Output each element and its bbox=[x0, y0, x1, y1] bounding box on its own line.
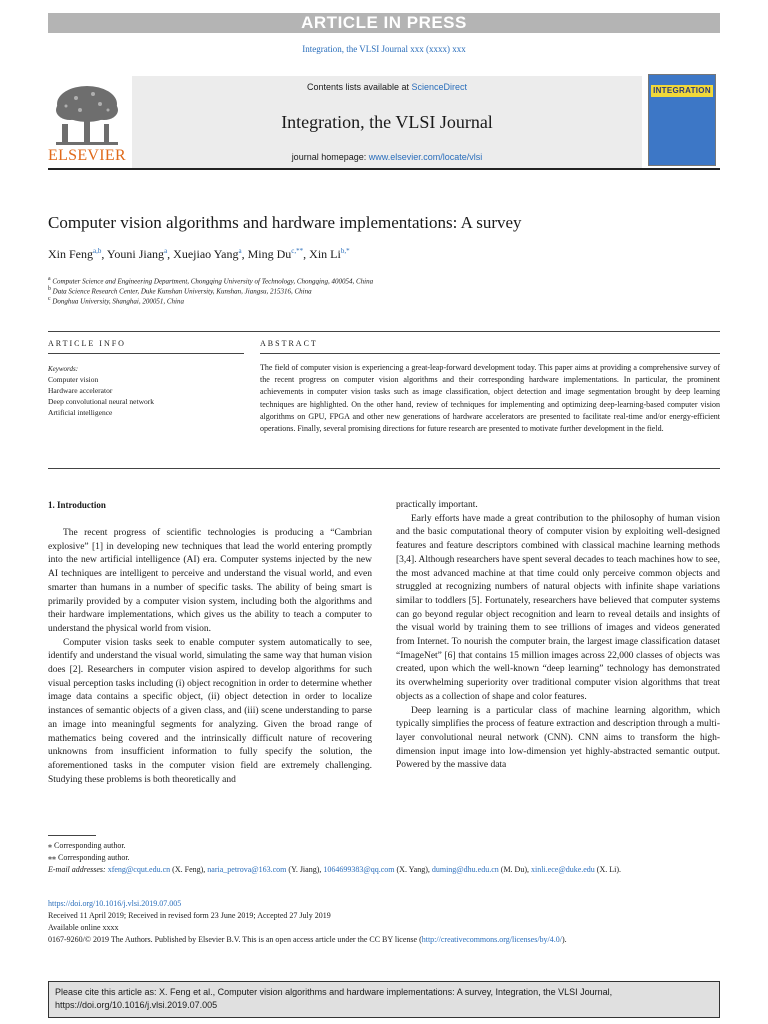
journal-citation-link[interactable]: Integration, the VLSI Journal xxx (xxxx) xxx bbox=[302, 44, 466, 54]
body-column-right bbox=[396, 499, 720, 773]
footnote-rule bbox=[48, 835, 96, 836]
keyword: Computer vision bbox=[48, 375, 99, 384]
divider bbox=[48, 331, 720, 332]
paragraph: Early efforts have made a great contribution to the philosophy of human vision and the basic computational theory of computer vision by exploiting well-designed features and feature descriptors combined with classical machine learning methods [3,4]. Although researchers have spent several decades to teach machines how to see, the most advanced machine at that time could only perceive common objects and struggled at recognizing numbers of natural objects with infinite shape variations similar to toddlers [5]. Fortunately, researchers have believed that computer systems can go beyond regular object recognition and learn to reveal details and insights of the visual world by training them to see trillions of images and videos generated from Internet. To nourish the computer brain, the largest image classification dataset “ImageNet” [6] that contains 15 million images across 22,000 classes of objects was created, upon which the well-known “deep learning” technology has demonstrated its overwhelming superiority over traditional computer vision algorithms that treat objects as a collection of shape and color features. bbox=[396, 513, 720, 702]
keywords-label: Keywords: bbox=[48, 365, 79, 373]
cover-title: INTEGRATION bbox=[651, 85, 713, 97]
divider bbox=[48, 468, 720, 469]
doi-link[interactable]: https://doi.org/10.1016/j.vlsi.2019.07.005 bbox=[48, 899, 182, 908]
footnote-corresponding: ⁎⁎ Corresponding author. bbox=[48, 853, 130, 862]
author-name: Ming Du bbox=[247, 247, 292, 261]
paragraph: The recent progress of scientific technologies is producing a “Cambrian explosive” [1] in developing new techniques that lead the world entering promptly into the new artificial intelligence (AI) era. Computer systems injected by the new AI techniques are intelligent to perceive and understand the visual world, and even smarter than humans in a number of specific tasks. The ability of being smart is primarily provided by a computer vision system, including both the algorithms and their hardware implementations, which gives us the ability to teach a computer to understand the physical world from vision. bbox=[48, 528, 372, 634]
author-name: Xin Li bbox=[309, 247, 341, 261]
author-affiliation-mark[interactable]: a,b bbox=[93, 247, 102, 255]
journal-masthead bbox=[48, 70, 720, 170]
email-link[interactable]: 1064699383@qq.com bbox=[323, 865, 395, 874]
keyword: Hardware accelerator bbox=[48, 386, 113, 395]
divider bbox=[260, 353, 720, 354]
paragraph: Computer vision tasks seek to enable computer system automatically to see, identify and understand the visual world, simulating the same way that human vision does [2]. Researchers in computer vision aspired to develop algorithms for such visual perception tasks including (i) object recognition in order to determine whether image data contains a specific object, (ii) object detection in order to localize instances of semantic objects of a given class, and (iii) scene understanding to parse an image into meaningful segments for analyzing. Given the broad range of mathematics being covered and the intrinsically difficult nature of recovering unknowns from insufficient information to fully specify the solution, the aforementioned tasks in the computer vision field are extremely challenging. Studying these problems is both theoretically and bbox=[48, 637, 372, 785]
footnote-emails: E-mail addresses: xfeng@cqut.edu.cn (X. Feng), naria_petrova@163.com (Y. Jiang), 1064699383@qq.com (X. Yang), duming@dhu.edu.cn (M. Du), xinli.ece@duke.edu (X. Li). bbox=[48, 865, 622, 874]
article-info-label: ARTICLE INFO bbox=[48, 339, 126, 348]
affiliation: $^a$ Computer Science and Engineering Department, Chongqing University of Technology, Chongqing, 400054, China bbox=[48, 276, 374, 286]
author-affiliation-mark[interactable]: a bbox=[164, 247, 168, 255]
footnote-corresponding: ⁎ Corresponding author. bbox=[48, 841, 126, 850]
affiliation: $^c$ Donghua University, Shanghai, 200051, China bbox=[48, 296, 184, 306]
elsevier-tree-icon bbox=[48, 80, 126, 150]
paragraph: practically important. bbox=[396, 500, 478, 510]
author-list: Xin Feng$^{a,b}$, Youni Jiang$^a$, Xuejiao Yang$^a$, Ming $Du^{c,**}$, Xin $Li^{b,*}$ bbox=[48, 247, 350, 261]
keyword: Deep convolutional neural network bbox=[48, 397, 155, 406]
journal-title: Integration, the VLSI Journal bbox=[281, 112, 493, 132]
email-link[interactable]: xinli.ece@duke.edu bbox=[531, 865, 595, 874]
section-heading-introduction: 1. Introduction bbox=[48, 500, 106, 510]
sciencedirect-link[interactable]: ScienceDirect bbox=[411, 82, 468, 92]
available-online: Available online xxxx bbox=[48, 923, 119, 932]
author-affiliation-mark[interactable]: c,** bbox=[291, 247, 304, 255]
email-link[interactable]: xfeng@cqut.edu.cn bbox=[107, 865, 171, 874]
keyword: Artificial intelligence bbox=[48, 408, 113, 417]
author-name: Xuejiao Yang bbox=[173, 247, 239, 261]
contents-line: Contents lists available at ScienceDirect bbox=[306, 82, 468, 92]
journal-cover-thumbnail bbox=[648, 74, 716, 166]
elsevier-logo bbox=[48, 80, 126, 168]
author-affiliation-mark[interactable]: b,* bbox=[340, 247, 350, 255]
body-column-left bbox=[48, 527, 372, 787]
journal-homepage-link[interactable]: www.elsevier.com/locate/vlsi bbox=[368, 152, 483, 162]
article-in-press-banner: ARTICLE IN PRESS bbox=[48, 13, 720, 33]
author-name: Xin Feng bbox=[48, 247, 93, 261]
homepage-line: journal homepage: www.elsevier.com/locate/vlsi bbox=[291, 152, 483, 162]
license-link[interactable]: http://creativecommons.org/licenses/by/4.0/ bbox=[421, 935, 563, 944]
journal-header-box bbox=[132, 76, 642, 168]
email-link[interactable]: naria_petrova@163.com bbox=[207, 865, 287, 874]
received-dates: Received 11 April 2019; Received in revised form 23 June 2019; Accepted 27 July 2019 bbox=[48, 911, 331, 920]
paragraph: Deep learning is a particular class of machine learning algorithm, which typically simplifies the process of feature extraction and description through a multi-layer convolutional neural network (CNN). CNN aims to transform the high-dimension input image into low-dimension yet highly-abstracted semantic output. Powered by the massive data bbox=[396, 705, 720, 771]
article-title: Computer vision algorithms and hardware implementations: A survey bbox=[48, 213, 522, 232]
publisher-wordmark: ELSEVIER bbox=[48, 147, 126, 164]
affiliation: $^b$ Data Science Research Center, Duke Kunshan University, Kunshan, Jiangsu, 215316, China bbox=[48, 286, 312, 296]
author-affiliation-mark[interactable]: a bbox=[238, 247, 242, 255]
divider bbox=[48, 353, 244, 354]
abstract-text: The field of computer vision is experiencing a great-leap-forward development today. This paper aims at providing a comprehensive survey of the recent progress on computer vision algorithms and their corresponding hardware implementations. In particular, the prominent achievements in computer vision tasks such as image classification, object detection and image segmentation brought by deep learning techniques are highlighted. On the other hand, review of techniques for implementing and optimizing deep-learning-based computer vision algorithms on GPU, FPGA and other new generations of hardware accelerators are presented to facilitate real-time and/or energy-efficient operations. Finally, several promising directions for future research are presented to motivate further development in the field. bbox=[260, 363, 720, 434]
abstract-label: ABSTRACT bbox=[260, 339, 318, 348]
license-line: 0167-9260/© 2019 The Authors. Published by Elsevier B.V. This is an open access article under the CC BY license (http://creativecommons.org/licenses/by/4.0/). bbox=[48, 935, 567, 944]
cite-this-article-box: Please cite this article as: X. Feng et al., Computer vision algorithms and hardware implementations: A survey, Integration, the VLSI Journal, https://doi.org/10.1016/j.vlsi.2019.07.005 bbox=[48, 981, 720, 1018]
author-name: Youni Jiang bbox=[106, 247, 165, 261]
email-link[interactable]: duming@dhu.edu.cn bbox=[431, 865, 499, 874]
